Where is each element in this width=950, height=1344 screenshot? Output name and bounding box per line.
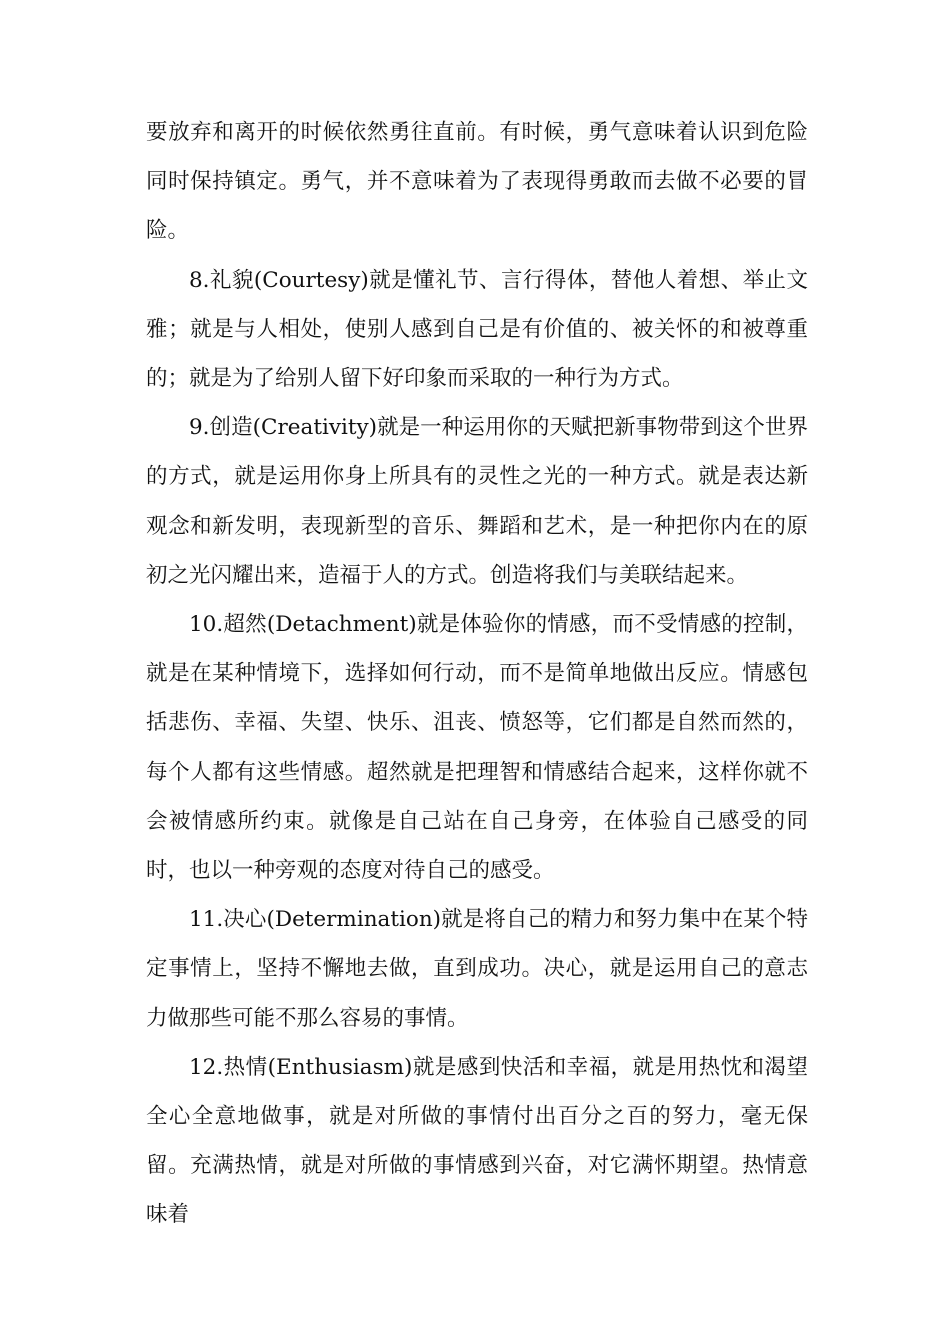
paragraph-detachment: 10.超然(Detachment)就是体验你的情感，而不受情感的控制，就是在某种情境下，选择如何行动，而不是简单地做出反应。情感包括悲伤、幸福、失望、快乐、沮丧、愤怒等，它们都是自然而然的，每个人都有这些情感。超然就是把理智和情感结合起来，这样你就不会被情感所约束。就像是自己站在自己身旁，在体验自己感受的同时，也以一种旁观的态度对待自己的感受。 (146, 612, 808, 884)
document-page (146, 108, 808, 1240)
paragraph-courage-continued: 要放弃和离开的时候依然勇往直前。有时候，勇气意味着认识到危险同时保持镇定。勇气，并不意味着为了表现得勇敢而去做不必要的冒险。 (146, 120, 808, 244)
paragraph-determination: 11.决心(Determination)就是将自己的精力和努力集中在某个特定事情上，坚持不懈地去做，直到成功。决心，就是运用自己的意志力做那些可能不那么容易的事情。 (146, 907, 808, 1031)
paragraph-enthusiasm: 12.热情(Enthusiasm)就是感到快活和幸福，就是用热忱和渴望全心全意地做事，就是对所做的事情付出百分之百的努力，毫无保留。充满热情，就是对所做的事情感到兴奋，对它满怀期望。热情意味着 (146, 1054, 808, 1228)
paragraph-courtesy: 8.礼貌(Courtesy)就是懂礼节、言行得体，替他人着想、举止文雅；就是与人相处，使别人感到自己是有价值的、被关怀的和被尊重的；就是为了给别人留下好印象而采取的一种行为方式。 (146, 267, 808, 392)
paragraph-creativity: 9.创造(Creativity)就是一种运用你的天赋把新事物带到这个世界的方式，就是运用你身上所具有的灵性之光的一种方式。就是表达新观念和新发明，表现新型的音乐、舞蹈和艺术，是一种把你内在的原初之光闪耀出来，造福于人的方式。创造将我们与美联结起来。 (146, 415, 808, 588)
